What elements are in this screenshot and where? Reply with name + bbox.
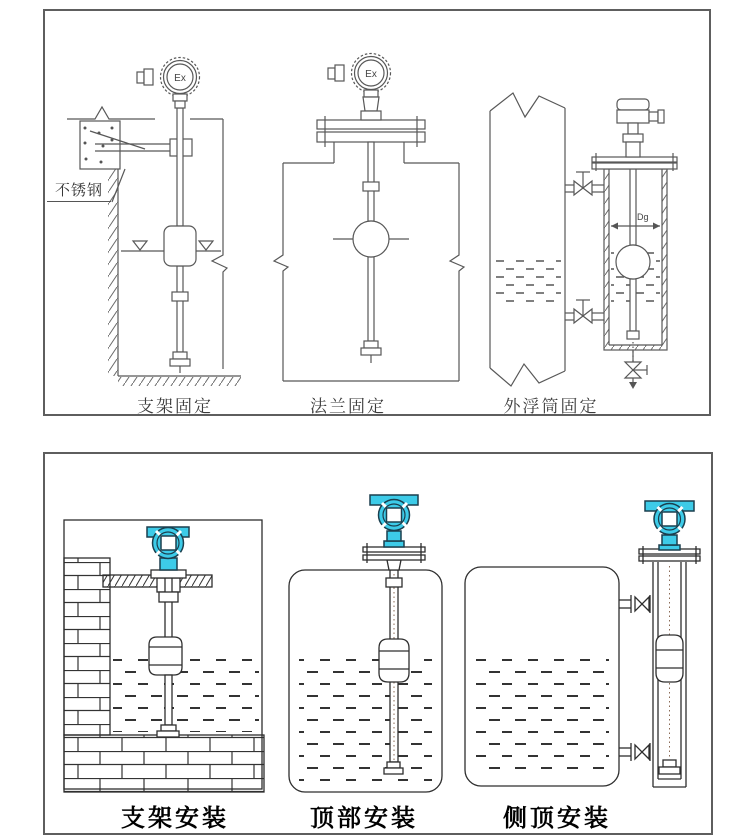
liquid-dashes bbox=[475, 657, 609, 777]
figure-side-top-installation bbox=[465, 501, 700, 787]
float-ball bbox=[353, 221, 389, 257]
caption-bracket-fixing: 支架固定 bbox=[137, 397, 213, 416]
installation-methods-drawing bbox=[45, 454, 711, 833]
float-body bbox=[164, 226, 196, 266]
fixing-methods-drawing bbox=[45, 11, 709, 414]
liquid-dashes bbox=[299, 654, 432, 782]
upper-valve bbox=[565, 172, 604, 195]
caption-external-chamber-fixing: 外浮筒固定 bbox=[503, 397, 599, 416]
caption-side-top-installation: 侧顶安装 bbox=[503, 805, 611, 832]
process-tank bbox=[490, 93, 565, 386]
transmitter-head-icon bbox=[370, 495, 418, 547]
caption-bracket-installation: 支架安装 bbox=[121, 805, 229, 832]
external-chamber bbox=[653, 562, 686, 787]
mount-flange bbox=[151, 570, 186, 578]
caption-top-installation: 顶部安装 bbox=[310, 805, 418, 832]
junction-box-head bbox=[617, 99, 664, 157]
liquid-dashes bbox=[495, 257, 561, 307]
panel-installation-methods bbox=[43, 452, 713, 835]
figure-external-chamber-fixing bbox=[490, 93, 677, 389]
float-body bbox=[656, 635, 683, 682]
float-body bbox=[379, 639, 409, 682]
display-window bbox=[387, 508, 402, 522]
liquid-dashes bbox=[113, 650, 259, 732]
float-ball bbox=[616, 245, 650, 279]
panel-fixing-methods bbox=[43, 9, 711, 416]
ex-head-icon bbox=[137, 58, 200, 109]
drain-valve bbox=[625, 350, 647, 389]
brick-wall-base bbox=[64, 735, 264, 792]
label-stainless-steel: 不锈钢 bbox=[47, 179, 111, 202]
transmitter-head-icon bbox=[645, 501, 694, 550]
display-window bbox=[161, 536, 176, 550]
stem-and-float bbox=[333, 142, 409, 363]
ex-marking: Ex bbox=[174, 73, 186, 84]
caption-flange-fixing: 法兰固定 bbox=[310, 397, 386, 416]
display-window bbox=[662, 512, 677, 526]
figure-top-installation bbox=[289, 495, 442, 792]
upper-valve bbox=[619, 595, 650, 613]
mounting-plate bbox=[80, 121, 145, 169]
figure-flange-fixing bbox=[274, 54, 464, 382]
lower-valve bbox=[619, 743, 650, 761]
ex-marking: Ex bbox=[365, 69, 377, 80]
figure-bracket-fixing bbox=[67, 58, 241, 387]
transmitter-head-icon bbox=[147, 527, 189, 570]
ex-head-icon bbox=[328, 54, 391, 121]
float-chamber bbox=[604, 169, 667, 363]
lower-valve bbox=[565, 300, 604, 323]
float-body bbox=[149, 637, 182, 675]
figure-bracket-installation bbox=[64, 520, 264, 792]
dg-label: Dg bbox=[637, 212, 649, 222]
